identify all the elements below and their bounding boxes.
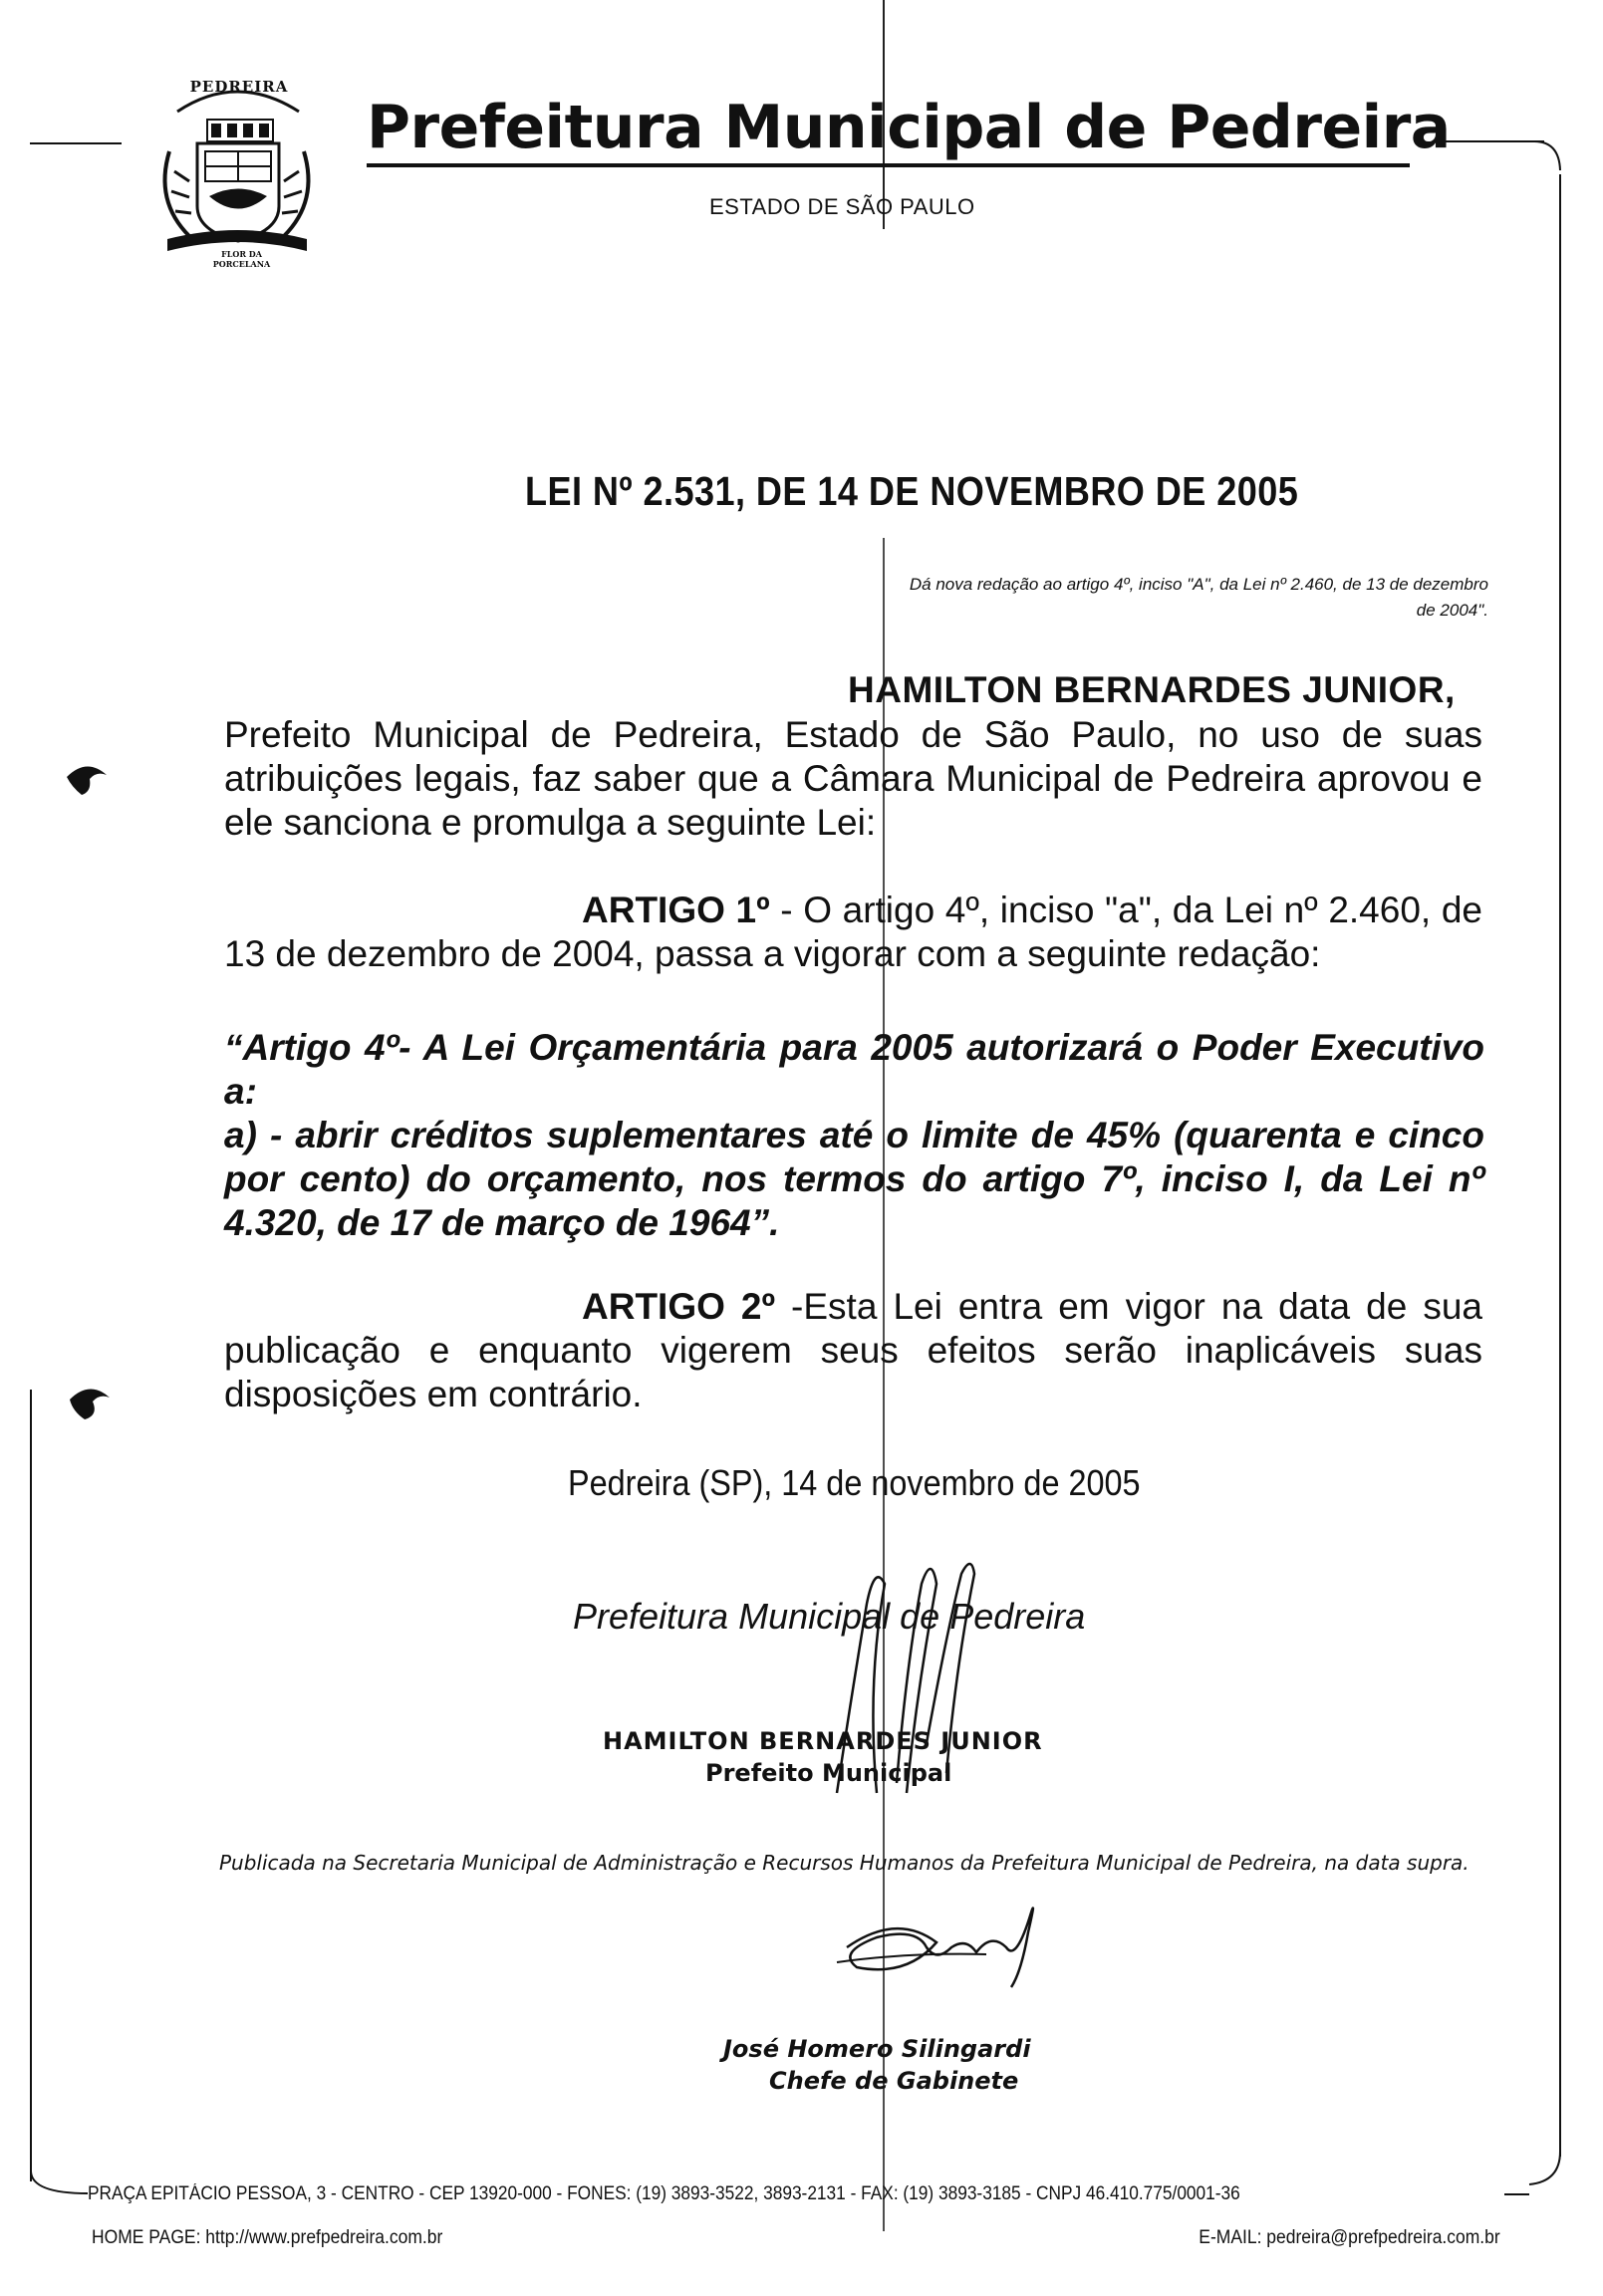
frame-right-line (1559, 174, 1561, 2157)
footer-rule-right (1504, 2193, 1529, 2195)
mayor-name: HAMILTON BERNARDES JUNIOR (603, 1727, 1043, 1755)
article-2-label: ARTIGO 2º (582, 1286, 776, 1327)
article-1 (224, 889, 1482, 976)
footer-address: PRAÇA EPITÁCIO PESSOA, 3 - CENTRO - CEP 13920-000 - FONES: (19) 3893-3522, 3893-2131 - FAX: (19) 3893-3185 - CNPJ 46.410.775/0001-36 (88, 2183, 1240, 2204)
footer-home-page[interactable]: HOME PAGE: http://www.prefpedreira.com.br (92, 2227, 443, 2248)
article-1-label: ARTIGO 1º (582, 890, 770, 930)
article-1-text: - O artigo 4º, inciso "a", da Lei nº 2.460, de 13 de dezembro de 2004, passa a vigorar com a seguinte redação: (224, 890, 1482, 974)
quote-line-2: a) - abrir créditos suplementares até o limite de 45% (quarenta e cinco por cento) do orçamento, nos termos do artigo 7º, inciso I, da Lei nº 4.320, de 17 de março de 1964”. (224, 1115, 1484, 1243)
quote-line-1: “Artigo 4º- A Lei Orçamentária para 2005 autorizará o Poder Executivo a: (224, 1027, 1484, 1112)
preamble-text: Prefeito Municipal de Pedreira, Estado de São Paulo, no uso de suas atribuições legais, faz saber que a Câmara Municipal de Pedreira aprovou e ele sanciona e promulga a seguinte Lei: (224, 714, 1482, 843)
publication-note: Publicada na Secretaria Municipal de Administração e Recursos Humanos da Prefeitura Municipal de Pedreira, na data supra. (219, 1851, 1469, 1875)
punch-hole-mark (65, 1380, 115, 1424)
crest-top-text: PEDREIRA (189, 78, 289, 96)
frame-bottom-right-corner (1524, 2152, 1564, 2196)
law-title: LEI Nº 2.531, DE 14 DE NOVEMBRO DE 2005 (525, 468, 1299, 514)
frame-bottom-left-corner (30, 2171, 90, 2201)
date-line: Pedreira (SP), 14 de novembro de 2005 (568, 1462, 1141, 1503)
page-title: Prefeitura Municipal de Pedreira (367, 93, 1451, 162)
page-subtitle: ESTADO DE SÃO PAULO (709, 194, 975, 219)
article-2-text: -Esta Lei entra em vigor na data de sua publicação e enquanto vigerem seus efeitos serão inaplicáveis suas disposições em contrário. (224, 1286, 1482, 1414)
mayor-role: Prefeito Municipal (705, 1759, 952, 1787)
law-ementa: Dá nova redação ao artigo 4º, inciso "A", da Lei nº 2.460, de 13 de dezembro de 2004". (909, 575, 1488, 620)
amended-article-quote (224, 1026, 1484, 1245)
chief-of-staff-signature (817, 1893, 1056, 1992)
institution-name: Prefeitura Municipal de Pedreira (573, 1596, 1086, 1637)
chief-of-staff-name: José Homero Silingardi (723, 2035, 1031, 2063)
article-2 (224, 1285, 1482, 1416)
municipal-crest (149, 72, 324, 271)
crest-bottom-text: FLOR DA PORCELANA (212, 249, 271, 269)
frame-left-line (30, 1390, 32, 2181)
frame-top-right-line (1435, 140, 1544, 142)
footer-email[interactable]: E-MAIL: pedreira@prefpedreira.com.br (1199, 2227, 1500, 2248)
chief-of-staff-role: Chefe de Gabinete (769, 2067, 1019, 2095)
frame-top-left-line (30, 142, 122, 144)
title-underline (367, 163, 1410, 167)
mayor-name-heading: HAMILTON BERNARDES JUNIOR, (848, 669, 1456, 710)
punch-hole-mark (62, 757, 112, 802)
